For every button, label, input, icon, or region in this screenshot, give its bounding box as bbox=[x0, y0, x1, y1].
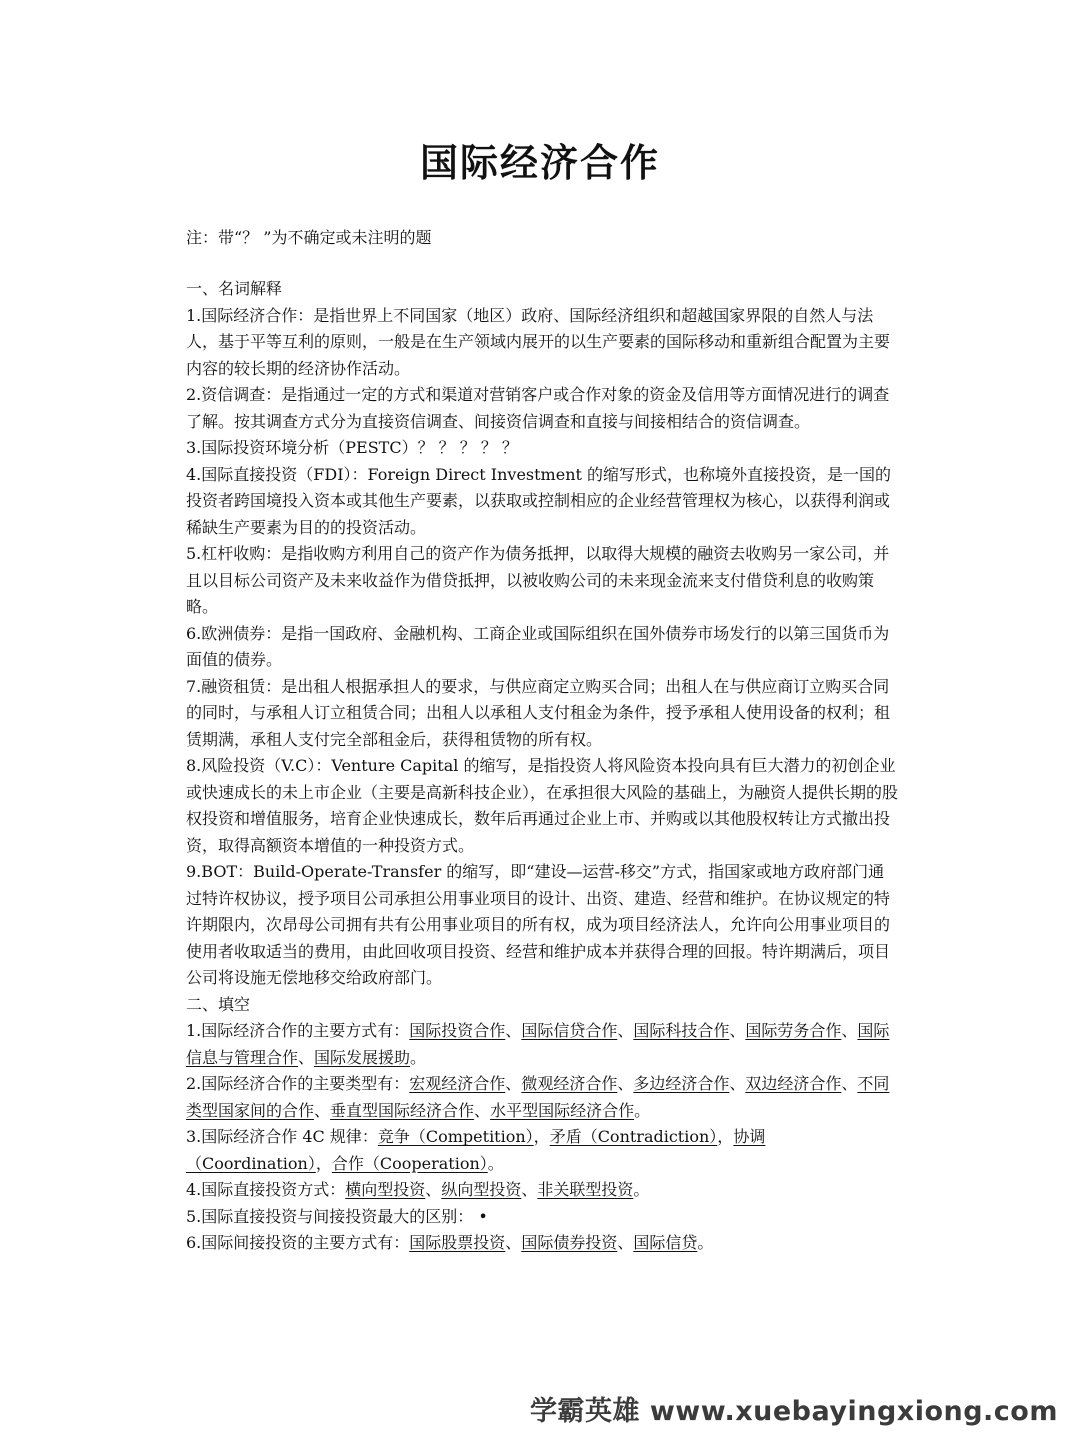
watermark: 学霸英雄 www.xuebayingxiong.com bbox=[529, 1396, 1058, 1427]
fill-question: 2.国际经济合作的主要类型有：宏观经济合作、微观经济合作、多边经济合作、双边经济合作、不同类型国家间的合作、垂直型国际经济合作、水平型国际经济合作。 bbox=[186, 1074, 890, 1120]
answer-blank: 国际劳务合作 bbox=[745, 1021, 842, 1040]
question-prefix: 4.国际直接投资方式： bbox=[186, 1180, 346, 1199]
answer-blank: 水平型国际经济合作 bbox=[490, 1100, 635, 1120]
section-heading-definitions: 一、名词解释 bbox=[186, 279, 283, 298]
definition-item: 9.BOT：Build-Operate-Transfer 的缩写，即“建设—运营-移交”方式，指国家或地方政府部门通过特许权协议，授予项目公司承担公用事业项目的设计、出资、建造、经营和维护。在协议规定的特许期限内，次昂母公司拥有共有公用事业项目的所有权，成为项目经济法人，允许向公用事业项目的使用者收取适当的费用，由此回收项目投资、经营和维护成本并获得合理的回报。特许期满后，项目公司将设施无偿地移交给政府部门。 bbox=[186, 862, 891, 987]
answer-blank: 横向型投资 bbox=[345, 1180, 426, 1199]
document-note: 注：带“？ ”为不确定或未注明的题 bbox=[186, 228, 432, 247]
answer-blank: 矛盾（Contradiction） bbox=[549, 1127, 718, 1146]
answer-blank: 纵向型投资 bbox=[441, 1180, 522, 1199]
question-prefix: 6.国际间接投资的主要方式有： bbox=[186, 1233, 410, 1252]
answer-blank: 国际发展援助 bbox=[314, 1047, 411, 1067]
answer-blank: 国际信贷合作 bbox=[521, 1021, 618, 1040]
fill-question: 4.国际直接投资方式：横向型投资、纵向型投资、非关联型投资。 bbox=[186, 1180, 650, 1199]
answer-blank: 国际信息与管理合作 bbox=[186, 1021, 890, 1067]
answer-blank: 国际债券投资 bbox=[521, 1233, 618, 1252]
answer-blank: 国际信贷 bbox=[633, 1233, 698, 1252]
answer-blank: 垂直型国际经济合作 bbox=[330, 1100, 475, 1120]
fill-question: 1.国际经济合作的主要方式有：国际投资合作、国际信贷合作、国际科技合作、国际劳务合作、国际信息与管理合作、国际发展援助。 bbox=[186, 1021, 890, 1067]
answer-blank: 宏观经济合作 bbox=[409, 1074, 506, 1093]
definition-item: 5.杠杆收购：是指收购方利用自己的资产作为债务抵押，以取得大规模的融资去收购另一家公司，并且以目标公司资产及未来收益作为借贷抵押，以被收购公司的未来现金流来支付借贷利息的收购策略。 bbox=[186, 544, 890, 616]
definition-item: 4.国际直接投资（FDI）：Foreign Direct Investment 的缩写形式，也称境外直接投资，是一国的投资者跨国境投入资本或其他生产要素，以获取或控制相应的企业经营管理权为核心，以获得利润或稀缺生产要素为目的的投资活动。 bbox=[186, 464, 892, 537]
definition-item: 1.国际经济合作：是指世界上不同国家（地区）政府、国际经济组织和超越国家界限的自然人与法人，基于平等互利的原则，一般是在生产领域内展开的以生产要素的国际移动和重新组合配置为主要内容的较长期的经济协作活动。 bbox=[186, 305, 891, 378]
document-title: 国际经济合作 bbox=[419, 140, 660, 185]
answer-blank: 非关联型投资 bbox=[537, 1180, 634, 1199]
definition-item: 8.风险投资（V.C）：Venture Capital 的缩写，是指投资人将风险资本投向具有巨大潜力的初创企业或快速成长的未上市企业（主要是高新科技企业），在承担很大风险的基础上，为融资人提供长期的股权投资和增值服务，培育企业快速成长，数年后再通过企业上市、并购或以其他股权转让方式撤出投资，取得高额资本增值的一种投资方式。 bbox=[186, 756, 899, 855]
answer-blank: 微观经济合作 bbox=[521, 1074, 618, 1093]
answer-blank: 合作（Cooperation） bbox=[331, 1153, 488, 1173]
answer-blank: 国际股票投资 bbox=[409, 1233, 506, 1252]
fill-question: 5.国际直接投资与间接投资最大的区别： • bbox=[186, 1206, 488, 1226]
answer-blank: 协调（Coordination） bbox=[186, 1127, 766, 1173]
fill-question: 6.国际间接投资的主要方式有：国际股票投资、国际债券投资、国际信贷。 bbox=[186, 1233, 714, 1252]
fill-question: 3.国际经济合作 4C 规律：竞争（Competition），矛盾（Contradiction），协调（Coordination），合作（Cooperation）。 bbox=[186, 1127, 766, 1173]
answer-blank: 多边经济合作 bbox=[633, 1074, 730, 1093]
question-prefix: 2.国际经济合作的主要类型有： bbox=[186, 1074, 410, 1093]
definition-item: 7.融资租赁：是出租人根据承担人的要求，与供应商定立购买合同；出租人在与供应商订立购买合同的同时，与承租人订立租赁合同；出租人以承租人支付租金为条件，授予承租人使用设备的权利；租赁期满，承租人支付完全部租金后，获得租赁物的所有权。 bbox=[186, 676, 891, 749]
answer-blank: 不同类型国家间的合作 bbox=[186, 1074, 890, 1120]
document-body bbox=[186, 276, 898, 1257]
section-heading-fill-in: 二、填空 bbox=[186, 994, 251, 1014]
definition-item: 3.国际投资环境分析（PESTC）？ ？ ？ ？ ？ bbox=[186, 438, 518, 457]
question-prefix: 3.国际经济合作 4C 规律： bbox=[186, 1127, 378, 1146]
answer-blank: 国际科技合作 bbox=[633, 1021, 730, 1040]
question-prefix: 1.国际经济合作的主要方式有： bbox=[186, 1021, 410, 1040]
definition-item: 2.资信调查：是指通过一定的方式和渠道对营销客户或合作对象的资金及信用等方面情况进行的调查了解。按其调查方式分为直接资信调查、间接资信调查和直接与间接相结合的资信调查。 bbox=[186, 385, 890, 431]
definition-item: 6.欧洲债券：是指一国政府、金融机构、工商企业或国际组织在国外债券市场发行的以第三国货币为面值的债券。 bbox=[186, 623, 890, 669]
answer-blank: 国际投资合作 bbox=[409, 1021, 506, 1040]
answer-blank: 双边经济合作 bbox=[745, 1074, 842, 1093]
answer-blank: 竞争（Competition） bbox=[377, 1127, 534, 1146]
